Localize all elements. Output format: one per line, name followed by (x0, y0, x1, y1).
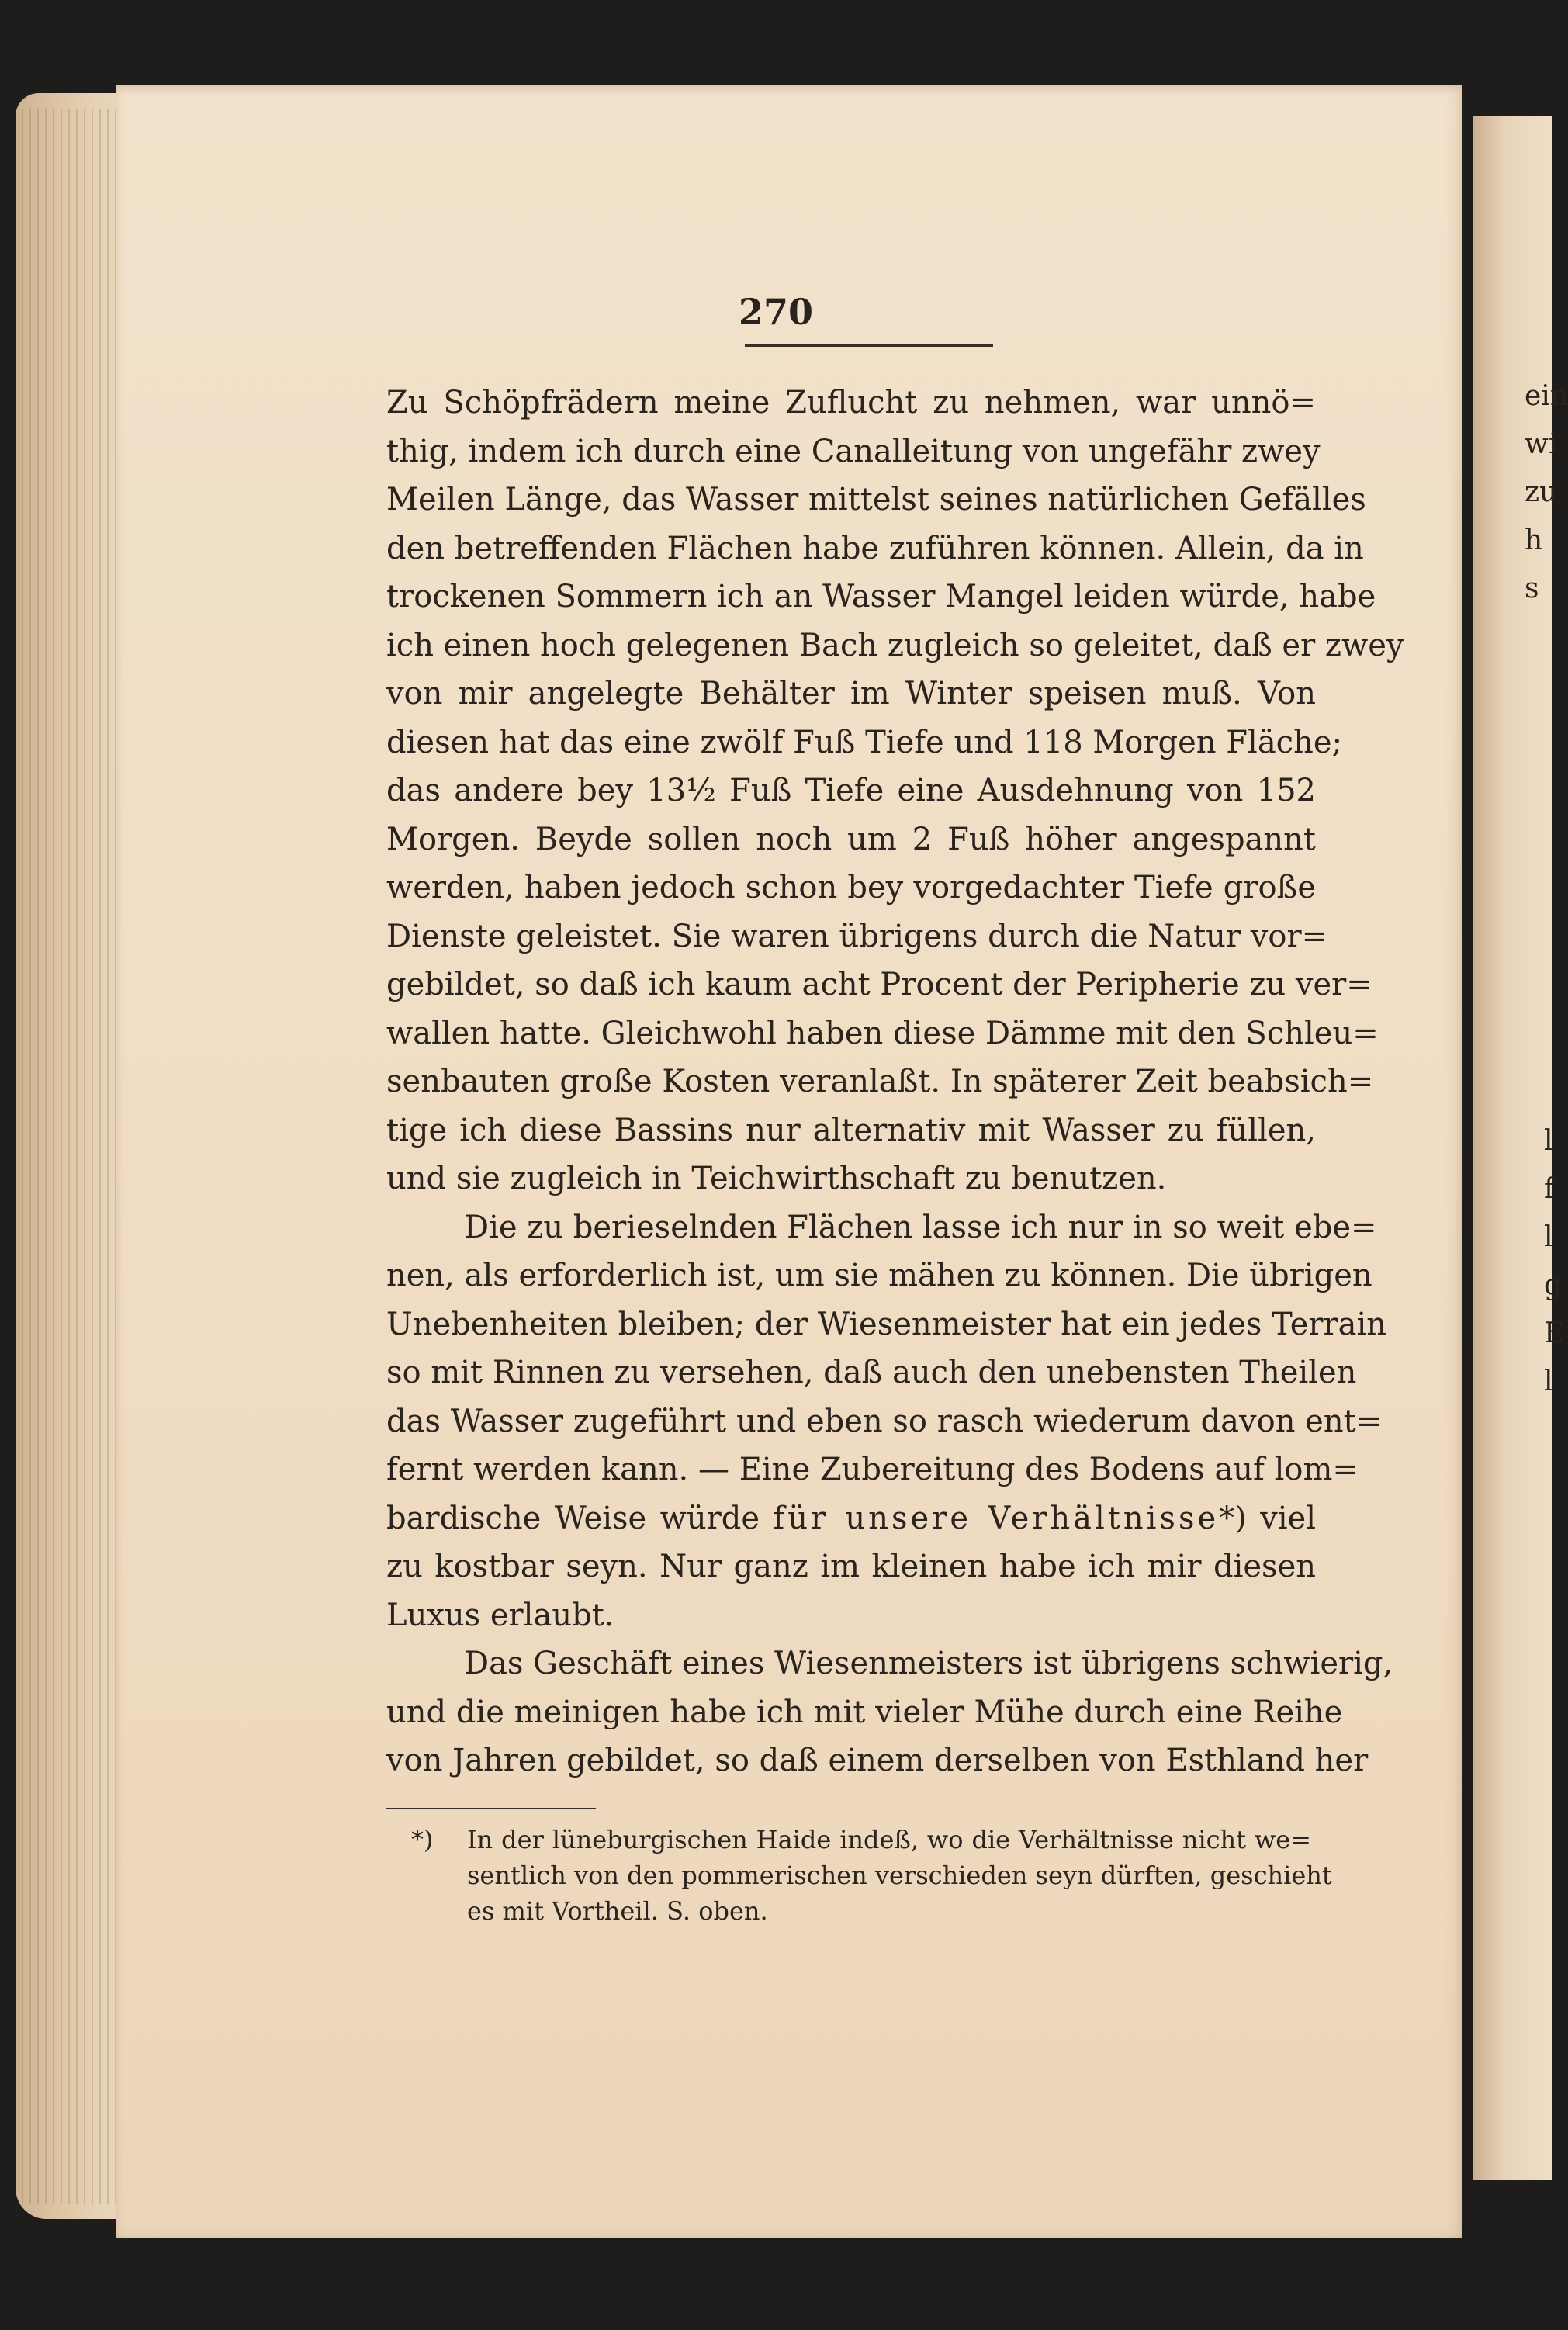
footnote-rule (386, 1808, 596, 1809)
facing-page-mark: g (1544, 1269, 1563, 1301)
text-line: von Jahren gebildet, so daß einem derselben von Esthland her (386, 1743, 1369, 1778)
footnote-text: In der lüneburgischen Haide indeß, wo die Verhältnisse nicht we= (467, 1825, 1311, 1854)
text-line: trockenen Sommern ich an Wasser Mangel leiden würde, habe (386, 579, 1376, 615)
text-line: so mit Rinnen zu versehen, daß auch den unebensten Theilen (386, 1355, 1357, 1390)
body-text (386, 379, 1404, 1785)
text-line: den betreffenden Flächen habe zuführen können. Allein, da in (386, 530, 1364, 566)
text-line: werden, haben jedoch schon bey vorgedachter Tiefe große (386, 870, 1316, 905)
paragraph-end-line: Luxus erlaubt. (386, 1597, 614, 1633)
facing-page-mark: l (1544, 1366, 1553, 1397)
text-line: gebildet, so daß ich kaum acht Procent der Peripherie zu ver= (386, 967, 1372, 1002)
text-line: fernt werden kann. — Eine Zubereitung des Bodens auf lom= (386, 1452, 1359, 1487)
facing-page-mark: l (1544, 1221, 1553, 1253)
text-line: ich einen hoch gelegenen Bach zugleich so geleitet, daß er zwey (386, 627, 1404, 663)
footnote-marker: *) (411, 1825, 434, 1854)
text-line: Unebenheiten bleiben; der Wiesenmeister hat ein jedes Terrain (386, 1306, 1387, 1342)
paragraph-start-line: Die zu berieselnden Flächen lasse ich nur in so weit ebe= (464, 1209, 1377, 1245)
facing-page-mark: f (1544, 1173, 1555, 1205)
footnote (411, 1822, 1332, 1929)
text-line: wallen hatte. Gleichwohl haben diese Dämme mit den Schleu= (386, 1015, 1379, 1051)
text-line: senbauten große Kosten veranlaßt. In späterer Zeit beabsich= (386, 1064, 1374, 1099)
text-line: nen, als erforderlich ist, um sie mähen zu können. Die übrigen (386, 1258, 1372, 1293)
facing-page-mark: E (1544, 1317, 1565, 1349)
text-line: diesen hat das eine zwölf Fuß Tiefe und 118 Morgen Fläche; (386, 724, 1342, 760)
text-line: das andere bey 13½ Fuß Tiefe eine Ausdehnung von 152 (386, 773, 1316, 808)
facing-page-fragment: h (1525, 525, 1543, 556)
facing-page-fragment: wi (1525, 428, 1558, 460)
text-line: zu kostbar seyn. Nur ganz im kleinen habe ich mir diesen (386, 1549, 1316, 1584)
page-number: 270 (738, 291, 814, 333)
facing-page-fragment: s (1525, 573, 1539, 604)
facing-page-fragment: zu (1525, 476, 1558, 508)
facing-page-mark: l (1544, 1125, 1553, 1157)
page-stack-lines (22, 109, 130, 2204)
text-line: Morgen. Beyde sollen noch um 2 Fuß höher angespannt (386, 821, 1316, 857)
text-line: tige ich diese Bassins nur alternativ mit Wasser zu füllen, (386, 1112, 1316, 1148)
text-line: thig, indem ich durch eine Canalleitung von ungefähr zwey (386, 433, 1321, 469)
text-line: Dienste geleistet. Sie waren übrigens durch die Natur vor= (386, 918, 1328, 954)
text-line: und die meinigen habe ich mit vieler Mühe durch eine Reihe (386, 1694, 1343, 1730)
footnote-line (411, 1822, 1311, 1857)
text-line: das Wasser zugeführt und eben so rasch wiederum davon ent= (386, 1403, 1383, 1439)
footnote-line: sentlich von den pommerischen verschieden seyn dürften, geschieht (467, 1861, 1332, 1890)
text-line: von mir angelegte Behälter im Winter speisen muß. Von (386, 676, 1316, 711)
emphasized-text: für unsere Verhältnisse (773, 1500, 1220, 1536)
facing-page-text (1525, 372, 1568, 613)
footnote-reference-text: *) viel (1219, 1500, 1316, 1536)
paragraph-end-line: und sie zugleich in Teichwirthschaft zu benutzen. (386, 1161, 1167, 1196)
text-line-with-emphasis (386, 1494, 1316, 1543)
facing-page-fragment: ein (1525, 380, 1568, 412)
facing-page-marks (1544, 1117, 1565, 1406)
header-rule (745, 344, 993, 347)
text-line: Meilen Länge, das Wasser mittelst seines natürlichen Gefälles (386, 482, 1366, 518)
text-line: Zu Schöpfrädern meine Zuflucht zu nehmen, war unnö= (386, 385, 1316, 421)
footnote-line: es mit Vortheil. S. oben. (467, 1896, 768, 1926)
text-segment: bardische Weise würde (386, 1500, 760, 1536)
paragraph-start-line: Das Geschäft eines Wiesenmeisters ist übrigens schwierig, (464, 1646, 1393, 1681)
